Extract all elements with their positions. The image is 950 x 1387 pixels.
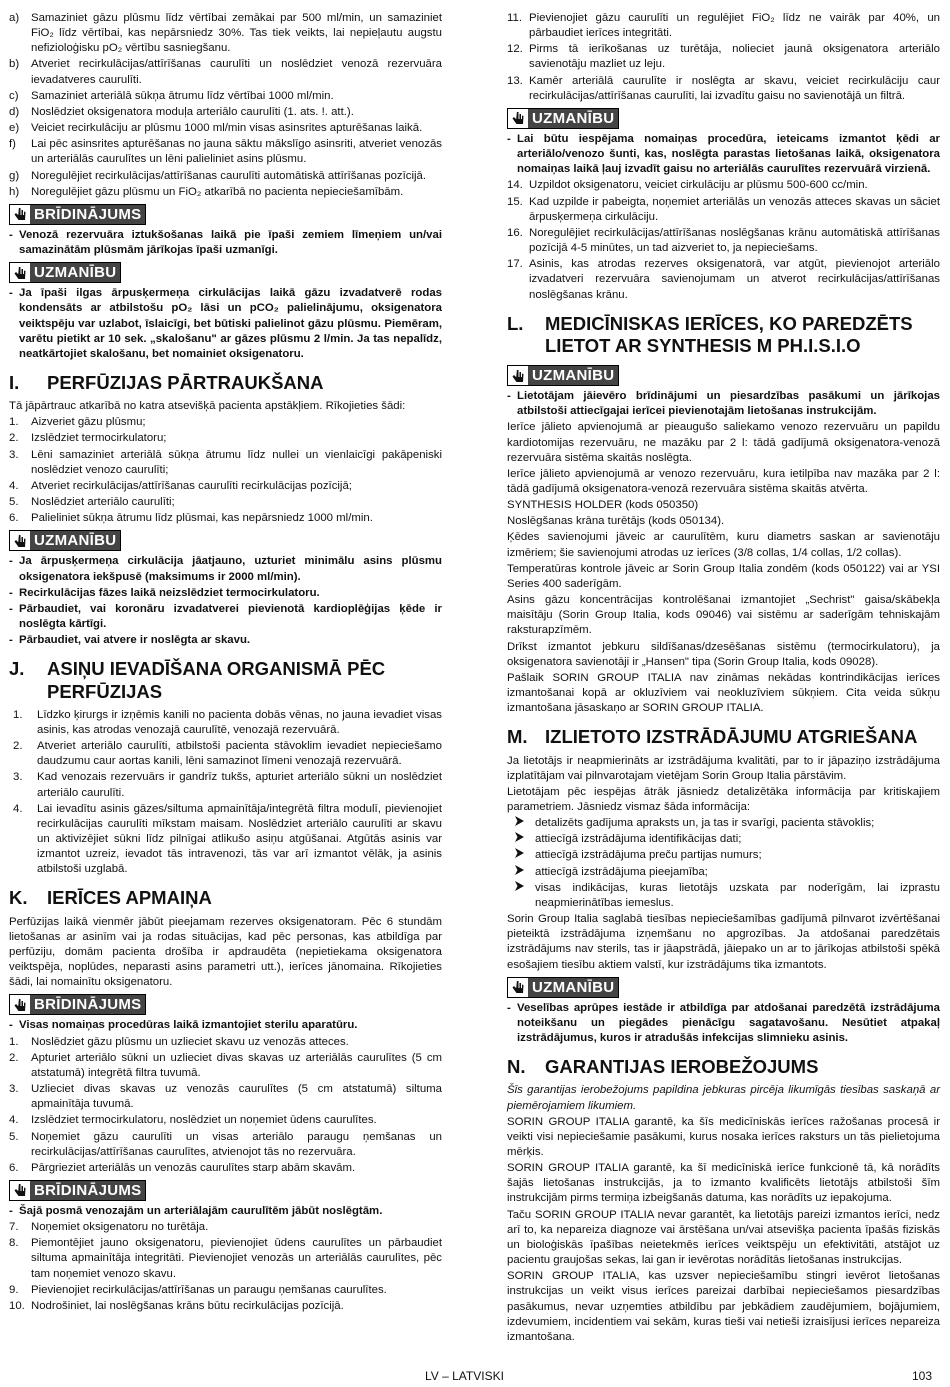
item-text: Noregulējiet gāzu plūsmu un FiO₂ atkarībā no pacienta nepieciešamībām.: [31, 185, 404, 198]
warning-hand-icon: [10, 205, 30, 224]
item-marker: 1.: [13, 708, 23, 721]
item-text: Venozā rezervuāra iztukšošanas laikā pie īpaši zemiem līmeņiem un/vai samazinātām plūsmām jārīkojas īpaši uzmanīgi.: [19, 228, 442, 257]
item-marker: 11.: [507, 12, 522, 24]
section-title: MEDICĪNISKAS IERĪCES, KO PAREDZĒTS LIETOT AR SYNTHESIS M PH.I.S.I.O: [545, 312, 913, 356]
step-item: [9, 11, 442, 56]
badge-label: BRĪDINĀJUMS: [30, 995, 145, 1014]
badge-label: BRĪDINĀJUMS: [30, 1181, 145, 1200]
section-j-steps: [9, 708, 442, 878]
bullet-arrow-icon: [507, 865, 535, 880]
paragraph: Asins gāzu koncentrācijas kontrolēšanai izmantojiet „Sechrist" gaisa/skābekļa maisītāju (Sorin Group Italia, kods 09046) vai sistēmu ar saderīgām tehniskajām raksturapzīmēm.: [507, 594, 940, 637]
bullet-item: [507, 832, 940, 847]
step-item: [507, 226, 940, 256]
warning-text: [9, 1204, 442, 1219]
section-letter: M.: [507, 726, 528, 748]
item-text: Samaziniet gāzu plūsmu līdz vērtībai zemākai par 500 ml/min, un samaziniet FiO₂ līdz vērtībai, kas nepārsniedz 30%. Tas tiek veikts, lai nepieļautu augstu nefizioloģisku pO₂ vērtību sasniegšanu.: [31, 12, 442, 55]
item-text: Palieliniet sūkņa ātrumu līdz plūsmai, kas nepārsniedz 1000 ml/min.: [31, 512, 373, 525]
step-item: [9, 185, 442, 200]
step-item: [507, 257, 940, 302]
item-text: Lai pēc asinsrites apturēšanas no jauna sāktu mākslīgo asinsriti, atveriet venozās un arteriālās caurulītes un lēni palieliniet asins plūsmu.: [31, 138, 442, 166]
section-letter: J.: [9, 658, 25, 680]
item-text: Atveriet arteriālo caurulīti, atbilstoši pacienta stāvoklim ievadiet nepieciešamo daudzumu caur aortas kanili, lēni samazinot līmeni venozajā rezervuārā.: [37, 740, 442, 768]
step-item: [9, 1035, 442, 1050]
item-marker: d): [9, 105, 20, 118]
item-marker: f): [9, 138, 16, 151]
warning-badge: [9, 1180, 146, 1201]
caution-text: [507, 1001, 940, 1046]
item-marker: 6.: [9, 1161, 19, 1174]
bullet-item: [507, 865, 940, 880]
section-heading-m: [507, 726, 940, 748]
section-heading-k: [9, 887, 442, 909]
section-letter: N.: [507, 1056, 526, 1078]
caution-text: [507, 132, 940, 177]
item-marker: 2.: [9, 1051, 19, 1064]
caution-text: [9, 286, 442, 362]
item-text: Ja īpaši ilgas ārpusķermeņa cirkulācijas laikā gāzu izvadatverē rodas kondensāts ar atbilstošu pO₂ lāsi un pCO₂ palielinājumu, oksigenatora veiktspēju var uzlabot, īslaicīgi, bet būtiski palielinot gāzu plūsmu. Piemēram, varētu pietikt ar 10 sek. „skalošanu" ar gāzes plūsmu 2 l/min. Ja tas nepalīdz, neatkārtojiet skalošanu, bet nomainiet oksigenatoru.: [19, 287, 442, 360]
item-marker: 4.: [13, 802, 23, 815]
item-marker: 16.: [507, 226, 523, 239]
dash-marker: -: [9, 634, 13, 647]
paragraph: SORIN GROUP ITALIA garantē, ka šī medicīniskā ierīce funkcionē tā, kā norādīts šajās lietošanas instrukcijās, ja to izmanto kvalificēts lietotājs atbilstoši šīm instrukcijām pirms termiņa izbeigšanās datuma, kas norādīts uz iepakojuma.: [507, 1162, 940, 1205]
item-marker: 15.: [507, 195, 523, 208]
item-text: Šajā posmā venozajām un arteriālajām caurulītēm jābūt noslēgtām.: [19, 1204, 383, 1217]
item-text: Izslēdziet termocirkulatoru, noslēdziet un noņemiet ūdens caurulītes.: [31, 1114, 377, 1127]
caution-text: [507, 389, 940, 419]
italic-paragraph: Šīs garantijas ierobežojums papildina jebkuras pircēja likumīgās tiesības saskaņā ar piemērojamiem likumiem.: [507, 1084, 940, 1112]
dash-marker: -: [507, 390, 511, 403]
paragraph: Ja lietotājs ir neapmierināts ar izstrādājuma kvalitāti, par to ir jāpaziņo izstrādājuma izplatītājam vai pilnvarotajam vietējam Sorin Group Italia pārstāvim.: [507, 754, 940, 782]
step-item: [507, 195, 940, 225]
paragraph: Ierīce jālieto apvienojumā ar venozo rezervuāru, kura ietilpība nav mazāka par 2 l: tādā gadījumā oksigenatora-venozā rezervuāra sistēma skaitās atvērta.: [507, 467, 940, 495]
item-text: Visas nomaiņas procedūras laikā izmantojiet sterilu aparatūru.: [19, 1019, 358, 1032]
step-item: [9, 1161, 442, 1176]
caution-badge: [507, 108, 619, 129]
item-text: Uzlieciet divas skavas uz venozās caurulītes (5 cm atstatumā) siltuma apmainītāja tuvumā.: [31, 1083, 442, 1111]
paragraph: SYNTHESIS HOLDER (kods 050350): [507, 499, 699, 512]
dash-marker: -: [507, 132, 511, 145]
section-title: ASIŅU IEVADĪŠANA ORGANISMĀ PĒC PERFŪZIJAS: [47, 658, 386, 702]
item-marker: 2.: [13, 740, 23, 753]
section-title: PERFŪZIJAS PĀRTRAUKŠANA: [47, 371, 324, 393]
item-marker: g): [9, 169, 20, 182]
item-marker: 5.: [9, 1130, 19, 1143]
section-title: GARANTIJAS IEROBEŽOJUMS: [545, 1056, 819, 1078]
step-item: [9, 1283, 442, 1298]
step-item: [9, 137, 442, 167]
item-text: Nodrošiniet, lai noslēgšanas krāns būtu recirkulācijas pozīcijā.: [31, 1299, 344, 1312]
item-marker: 5.: [9, 496, 19, 509]
step-item: [507, 11, 940, 41]
item-text: Apturiet arteriālo sūkni un uzlieciet divas skavas uz arteriālās caurulītes (5 cm atstatumā) integrētā filtra tuvumā.: [31, 1051, 442, 1079]
item-marker: 14.: [507, 179, 523, 192]
section-heading-j: [9, 658, 442, 702]
step-item: [9, 169, 442, 184]
item-text: Pievienojiet gāzu caurulīti un regulējiet FiO₂ līdz ne vairāk par 40%, un pārbaudiet ierīces integritāti.: [529, 12, 940, 40]
bullet-arrow-icon: [507, 881, 535, 896]
dash-marker: -: [9, 228, 13, 241]
caution-item: [9, 602, 442, 632]
section-letter: L.: [507, 312, 524, 334]
item-marker: 17.: [507, 258, 523, 271]
item-text: Veiciet recirkulāciju ar plūsmu 1000 ml/min visas asinsrites apturēšanas laikā.: [31, 122, 423, 135]
section-intro: Perfūzijas laikā vienmēr jābūt pieejamam rezerves oksigenatoram. Pēc 6 stundām lietošanas ar asinīm vai ja rodas situācijas, kad pēc personas, kas atbildīga par perfūziju, domām pacienta drošība ir apdraudēta (nepietiekama oksigenatora veiktspēja, noplūdes, neparasti asins parametri utt.), ierīces jānomaina. Rīkojieties šādi, lai nomainītu oksigenatoru.: [9, 915, 442, 989]
item-text: Noņemiet oksigenatoru no turētāja.: [31, 1221, 209, 1234]
caution-hand-icon: [508, 978, 528, 997]
dash-marker: -: [507, 1001, 511, 1014]
item-marker: 9.: [9, 1283, 19, 1296]
item-marker: 4.: [9, 479, 19, 492]
item-marker: b): [9, 58, 20, 71]
dash-marker: -: [9, 586, 13, 599]
item-marker: 1.: [9, 1035, 19, 1048]
item-text: Noregulējiet recirkulācijas/attīrīšanas caurulīti automātiskā attīrīšanas pozīcijā.: [31, 169, 427, 182]
item-text: Atveriet recirkulācijas/attīrīšanas caurulīti un noslēdziet venozā rezervuāra ievadatveres caurulīti.: [31, 58, 442, 86]
paragraph: Taču SORIN GROUP ITALIA nevar garantēt, ka lietotājs pareizi izmantos ierīci, nedz arī to, ka nepareiza diagnoze vai ārstēšana un/vai atsevišķa pacienta īpašās fiziskās un bioloģiskās īpašības neietekmēs ierīces veiktspēju un efektivitāti, atstājot uz pacientu graujošas sekas, lai gan ir ievērotas norādītās lietošanas instrukcijas.: [507, 1208, 940, 1267]
item-marker: 4.: [9, 1114, 19, 1127]
step-item: [9, 739, 442, 769]
step-item: [9, 802, 442, 878]
item-text: attiecīgā izstrādājuma preču partijas numurs;: [535, 849, 762, 862]
item-marker: 7.: [9, 1221, 19, 1234]
caution-hand-icon: [508, 366, 528, 385]
item-text: Lietotājam jāievēro brīdinājumi un piesardzības pasākumi un jārīkojas atbilstoši attiecīgajai ierīcei pievienotajām lietošanas instrukcijām.: [517, 390, 940, 418]
step-item: [9, 1299, 442, 1314]
item-marker: 2.: [9, 432, 19, 445]
section-title: IERĪCES APMAIŅA: [47, 887, 212, 909]
item-text: Noslēdziet gāzu plūsmu un uzlieciet skavu uz venozās atteces.: [31, 1035, 349, 1048]
section-heading-l: [507, 313, 940, 357]
item-text: Kad uzpilde ir pabeigta, noņemiet arteriālās un venozās atteces skavas un sāciet ārpusķermeņa cirkulāciju.: [529, 195, 940, 223]
caution-badge: [9, 530, 121, 551]
dash-marker: -: [9, 1204, 13, 1217]
item-marker: 6.: [9, 512, 19, 525]
paragraph: Temperatūras kontrole jāveic ar Sorin Group Italia zondēm (kods 050122) vai ar YSI Series 400 saderīgām.: [507, 562, 940, 590]
item-text: Piemontējiet jauno oksigenatoru, pievienojiet ūdens caurulītes un pārbaudiet siltuma apmainītāja integritāti. Pievienojiet venozās un arteriālās caurulītes, pēc tam noņemiet venozo skavu.: [31, 1237, 442, 1280]
item-marker: 3.: [9, 448, 19, 461]
badge-label: UZMANĪBU: [30, 531, 120, 550]
item-text: Izslēdziet termocirkulatoru;: [31, 432, 167, 445]
warning-text: [9, 228, 442, 258]
paragraph: Drīkst izmantot jebkuru sildīšanas/dzesēšanas sistēmu (termocirkulatoru), ja oksigenatora savienotāji ir „Hansen" tipa (Sorin Group Italia, kods 09028).: [507, 640, 940, 668]
section-heading-n: [507, 1056, 940, 1078]
step-item: [9, 57, 442, 87]
item-text: Lēni samaziniet arteriālā sūkņa ātrumu līdz nullei un vienlaicīgi pakāpeniski noslēdziet venozo caurulīti;: [31, 448, 442, 476]
item-text: Atveriet recirkulācijas/attīrīšanas caurulīti recirkulācijas pozīcijā;: [31, 479, 352, 492]
section-letter: K.: [9, 887, 28, 909]
bullet-item: [507, 848, 940, 863]
paragraph: SORIN GROUP ITALIA, kas uzsver nepieciešamību stingri ievērot lietošanas instrukcijas un veikt visus ierīces pareizai darbībai nepieciešamos piesardzības pasākumus, nevar uzņemties atbildību par jebkādiem zaudējumiem, bojājumiem, izdevumiem, incidentiem vai sekām, kuras tieši vai netieši izraisījusi ierīces nepareiza izmantošana.: [507, 1270, 940, 1343]
footer-language: LV – LATVISKI: [425, 1369, 504, 1383]
badge-label: UZMANĪBU: [528, 978, 618, 997]
item-marker: 13.: [507, 74, 523, 87]
caution-hand-icon: [10, 531, 30, 550]
item-text: Noņemiet gāzu caurulīti un visas arteriālo paraugu ņemšanas un recirkulācijas/attīrīšanas caurulītes, atvienojot tās no rezervuāra.: [31, 1130, 442, 1158]
item-text: attiecīgā izstrādājuma pieejamība;: [535, 865, 708, 878]
warning-badge: [9, 204, 146, 225]
step-item: [9, 448, 442, 478]
step-item: [9, 1236, 442, 1281]
dash-marker: -: [9, 1019, 13, 1032]
paragraph: Sorin Group Italia saglabā tiesības nepieciešamības gadījumā pilnvarot izvērtēšanai pieteiktā izstrādājuma izņemšanu no apgrozības. Ja atdošanai paredzētais izstrādājums nav sterils, tas ir jāapstrādā, jāiepako un ar to jārīkojas atbilstoši spēkā esošajiem tiesību aktiem valstī, kur izstrādājums tika izmantots.: [507, 913, 940, 971]
item-text: Lai būtu iespējama nomaiņas procedūra, ieteicams izmantot ķēdi ar arteriālo/venozo šunti, kas, noslēgta parastas lietošanas laikā, oksigenatora nomaiņas laikā ļauj izvadīt gaisu no arteriālās caurulītes rezervuārā virzienā.: [517, 132, 940, 176]
step-item: [9, 1051, 442, 1081]
section-heading-i: [9, 372, 442, 394]
step-item: [9, 89, 442, 104]
step-item: [9, 1113, 442, 1128]
item-text: attiecīgā izstrādājuma identifikācijas dati;: [535, 833, 742, 846]
badge-label: BRĪDINĀJUMS: [30, 205, 145, 224]
item-text: Noslēdziet oksigenatora moduļa arteriālo caurulīti (1. ats. !. att.).: [31, 105, 354, 118]
caution-item: [9, 586, 442, 601]
step-item: [9, 1220, 442, 1235]
caution-badge: [9, 262, 121, 283]
badge-label: UZMANĪBU: [528, 109, 618, 128]
paragraph: Noslēgšanas krāna turētājs (kods 050134).: [507, 515, 725, 528]
item-text: Samaziniet arteriālā sūkņa ātrumu līdz vērtībai 1000 ml/min.: [31, 89, 334, 102]
caution-badge: [507, 977, 619, 998]
item-text: Asinis, kas atrodas rezerves oksigenatorā, var atgūt, pievienojot arteriālo izvadatveri rezervuāra savienojumam un atverot recirkulācijas/attīrīšanas noslēgšanas krānu.: [529, 258, 940, 301]
step-item: [507, 42, 940, 72]
item-text: Pārbaudiet, vai atvere ir noslēgta ar skavu.: [19, 634, 251, 647]
paragraph: Lietotājam pēc iespējas ātrāk jāsniedz detalizētāka informācija par kritiskajiem parametriem. Jāsniedz vismaz šāda informācija:: [507, 785, 940, 813]
left-column: [9, 11, 442, 1315]
item-text: Veselības aprūpes iestāde ir atbildīga par atdošanai paredzētā izstrādājuma noteikšanu un piegādes pienācīgu sagatavošanu. Nesūtiet atpakaļ izstrādājumus, kuros ir atradušās infekcijas slimnieku asinis.: [517, 1001, 940, 1044]
bullet-arrow-icon: [507, 832, 535, 847]
badge-label: UZMANĪBU: [528, 366, 618, 385]
warning-hand-icon: [10, 1181, 30, 1200]
right-column: [507, 11, 940, 1346]
step-item: [9, 431, 442, 446]
item-text: Kamēr arteriālā caurulīte ir noslēgta ar skavu, veiciet recirkulāciju caur recirkulācijas/attīrīšanas caurulīti, lai izvadītu gaisu no savienotājā un filtrā.: [529, 74, 940, 102]
step-item: [9, 105, 442, 120]
item-text: visas indikācijas, kuras lietotājs uzskata par noderīgām, lai izprastu neapmierinātības iemeslus.: [535, 881, 940, 909]
warning-badge: [9, 994, 146, 1015]
step-item: [9, 1082, 442, 1112]
item-marker: 1.: [9, 416, 19, 429]
step-item: [9, 708, 442, 738]
item-text: Kad venozais rezervuārs ir gandrīz tukšs, apturiet arteriālo sūkni un noslēdziet arteriālo caurulīti.: [37, 771, 442, 799]
step-item: [9, 511, 442, 526]
item-text: Pirms tā ierīkošanas uz turētāja, nolieciet jaunā oksigenatora arteriālo savienotāju mazliet uz leju.: [529, 43, 940, 71]
item-marker: c): [9, 89, 19, 102]
caution-item: [9, 633, 442, 648]
item-marker: 3.: [13, 771, 23, 784]
item-text: detalizēts gadījuma apraksts un, ja tas ir svarīgi, pacienta stāvoklis;: [535, 817, 875, 830]
step-item: [9, 479, 442, 494]
item-text: Ja ārpusķermeņa cirkulācija jāatjauno, uzturiet minimālu asins plūsmu oksigenatora iekšpusē (maksimums ir 2000 ml/min).: [19, 555, 442, 583]
bullet-item: [507, 816, 940, 831]
step-item: [507, 74, 940, 104]
item-text: Līdzko ķirurgs ir izņēmis kanili no pacienta dobās vēnas, no jauna ievadiet visas asinis, kas atrodas venozajā caurulītē, venozajā rezervuārā.: [37, 708, 442, 736]
item-text: Uzpildot oksigenatoru, veiciet cirkulāciju ar plūsmu 500-600 cc/min.: [529, 179, 868, 192]
item-text: Noslēdziet arteriālo caurulīti;: [31, 496, 175, 509]
item-marker: 10.: [9, 1299, 25, 1312]
item-text: Lai ievadītu asinis gāzes/siltuma apmainītāja/integrētā filtra modulī, pievienojiet recirkulācijas caurulīti mīkstam maisam. Noslēdziet arteriālo caurulīti ar skavu un aktivizējiet sūkni līdz pilnīgai atlikušo asiņu atgūšanai. Atgūtās asinis var izmantot uzreiz, ievadot tās intravenozi, tās var arī izmantot vēlāk, ja asinis atbilstoši uzglabā.: [37, 802, 442, 876]
dash-marker: -: [9, 602, 13, 615]
item-marker: 3.: [9, 1083, 19, 1096]
page-number: 103: [912, 1369, 933, 1383]
badge-label: UZMANĪBU: [30, 263, 120, 282]
item-text: Aizveriet gāzu plūsmu;: [31, 416, 146, 429]
caution-hand-icon: [508, 109, 528, 128]
item-marker: a): [9, 12, 20, 24]
item-text: Pārgrieziet arteriālās un venozās caurulītes starp abām skavām.: [31, 1161, 356, 1174]
step-item: [9, 415, 442, 430]
step-item: [507, 178, 940, 193]
item-marker: 8.: [9, 1237, 19, 1250]
paragraph: SORIN GROUP ITALIA garantē, ka šīs medicīniskās ierīces ražošanas procesā ir veikti visi nepieciešamie pasākumi, kurus nosaka ierīces raksturs un tās pielietojuma mērķis.: [507, 1115, 940, 1158]
section-title: IZLIETOTO IZSTRĀDĀJUMU ATGRIEŠANA: [545, 726, 918, 748]
paragraph: Ķēdes savienojumi jāveic ar caurulītēm, kuru diametrs saskan ar savienotāju izmēriem; šie savienojumi atrodas uz ierīces (3/8 collas, 1/4 collas, 1/2 collas).: [507, 531, 940, 559]
item-text: Noregulējiet recirkulācijas/attīrīšanas noslēgšanas krānu automātiskā attīrīšanas pozīcijā 4-5 minūtes, un tad aizveriet to, ja nepieciešams.: [529, 226, 940, 255]
bullet-arrow-icon: [507, 816, 535, 831]
step-item: [9, 770, 442, 800]
item-marker: 12.: [507, 43, 523, 56]
dash-marker: -: [9, 555, 13, 568]
section-intro: Tā jāpārtrauc atkarībā no katra atsevišķā pacienta apstākļiem. Rīkojieties šādi:: [9, 400, 406, 413]
warning-hand-icon: [10, 995, 30, 1014]
paragraph: Pašlaik SORIN GROUP ITALIA nav zināmas nekādas kontrindikācijas ierīces izmantošanai kopā ar okluzīviem vai neokluzīviem sūkņiem. Cita veida sūkņu izmantošana jāsaskaņo ar SORIN GROUP ITALIA.: [507, 671, 940, 715]
item-marker: e): [9, 122, 20, 135]
item-text: Recirkulācijas fāzes laikā neizslēdziet termocirkulatoru.: [19, 586, 320, 599]
paragraph: Ierīce jālieto apvienojumā ar pieaugušo saliekamo venozo rezervuāru un papildu kardiotomijas rezervuāru, ne mazāku par 2 l: tādā gadījumā oksigenatora-venozā rezervuāra sistēma skaitās noslēgta.: [507, 421, 940, 464]
bullet-arrow-icon: [507, 848, 535, 863]
bullet-item: [507, 881, 940, 911]
caution-item: [9, 554, 442, 584]
caution-badge: [507, 365, 619, 386]
item-text: Pievienojiet recirkulācijas/attīrīšanas un paraugu ņemšanas caurulītes.: [31, 1283, 387, 1296]
step-item: [9, 1130, 442, 1160]
warning-text: [9, 1018, 442, 1033]
item-text: Pārbaudiet, vai koronāru izvadatverei pievienotā kardioplēģijas ķēde ir noslēgta kārtīgi.: [19, 602, 442, 631]
step-item: [9, 121, 442, 136]
item-marker: h): [9, 185, 20, 198]
section-letter: I.: [9, 371, 20, 393]
caution-hand-icon: [10, 263, 30, 282]
dash-marker: -: [9, 287, 13, 300]
step-item: [9, 495, 442, 510]
